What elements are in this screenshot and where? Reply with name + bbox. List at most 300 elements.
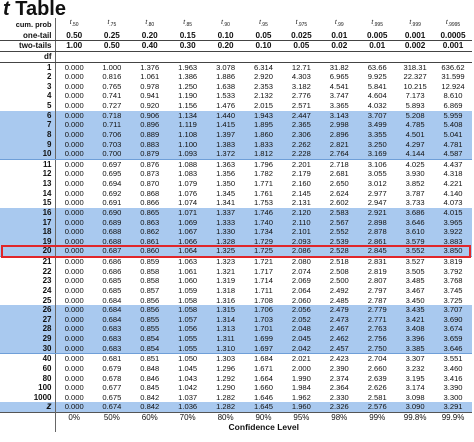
- table-cell: 0.685: [102, 276, 122, 286]
- table-cell: 0.684: [93, 315, 131, 325]
- table-cell: 3.792: [443, 266, 463, 276]
- table-cell: 1.074: [178, 198, 198, 208]
- table-cell: 2.920: [253, 72, 273, 82]
- table-cell: 2.160: [291, 179, 311, 188]
- confidence-cell: 90%: [245, 413, 283, 423]
- one-tail-cell: 0.25: [93, 31, 131, 41]
- table-cell: 1.753: [253, 198, 273, 208]
- table-cell: 1.250: [178, 81, 198, 91]
- table-cell: 3.646: [434, 344, 472, 354]
- table-row: [0, 198, 472, 208]
- table-cell: 1.886: [216, 72, 236, 82]
- table-cell: 1.729: [245, 237, 283, 247]
- table-cell: 4.437: [443, 159, 463, 169]
- table-cell: 0.000: [55, 237, 93, 247]
- table-cell: 4.025: [405, 159, 425, 169]
- table-cell: 1.341: [216, 198, 236, 208]
- confidence-cell: 70%: [169, 413, 207, 423]
- two-tails-label: two-tails: [0, 41, 55, 52]
- table-cell: 5.041: [434, 130, 472, 140]
- cum-prob-cell: [358, 18, 396, 31]
- df-value: 12: [0, 169, 55, 179]
- table-cell: 3.307: [405, 354, 425, 364]
- table-cell: 0.856: [140, 295, 160, 305]
- cum-prob-subscript: .95: [260, 22, 268, 28]
- table-cell: 3.421: [396, 315, 434, 325]
- table-cell: 0.816: [102, 72, 122, 82]
- table-cell: 3.646: [396, 218, 434, 228]
- table-cell: 1.325: [207, 246, 245, 256]
- table-cell: 2.583: [320, 208, 358, 218]
- cum-prob-t: t: [69, 19, 72, 26]
- table-cell: 2.581: [367, 392, 387, 402]
- table-cell: 0.000: [64, 354, 84, 364]
- cum-prob-t: t: [183, 19, 186, 26]
- table-row: [0, 111, 472, 121]
- table-cell: 0.000: [55, 227, 93, 237]
- table-cell: 2.861: [358, 237, 396, 247]
- table-cell: 1.725: [245, 246, 283, 256]
- table-cell: 0.000: [64, 188, 84, 198]
- cum-prob-cell: [282, 18, 320, 31]
- table-cell: 1.316: [216, 295, 236, 305]
- table-cell: 1.100: [169, 140, 207, 150]
- table-cell: 3.579: [396, 237, 434, 247]
- table-cell: 1.037: [178, 392, 198, 402]
- table-cell: 0.862: [131, 227, 169, 237]
- table-cell: 0.000: [64, 81, 84, 91]
- one-tail-cell: 0.025: [282, 31, 320, 41]
- table-cell: 1.076: [178, 188, 198, 198]
- one-tail-cell: 0.50: [55, 31, 93, 41]
- table-cell: 1.328: [207, 237, 245, 247]
- table-cell: 0.694: [102, 179, 122, 188]
- table-cell: 2.364: [329, 383, 349, 393]
- table-cell: 1.055: [169, 344, 207, 354]
- table-cell: 2.052: [282, 315, 320, 325]
- table-cell: 0.000: [55, 130, 93, 140]
- table-row: [0, 267, 472, 277]
- table-cell: 2.898: [358, 218, 396, 228]
- table-cell: 1.717: [253, 266, 273, 276]
- table-cell: 1.440: [207, 111, 245, 121]
- table-cell: 1.664: [253, 373, 273, 383]
- table-cell: 2.977: [367, 188, 387, 198]
- table-cell: 0.000: [55, 208, 93, 218]
- two-tails-cell: 0.30: [169, 41, 207, 52]
- table-cell: 0.741: [102, 91, 122, 101]
- table-cell: 1.476: [216, 101, 236, 110]
- table-cell: 3.551: [443, 354, 463, 364]
- z-row: [0, 402, 472, 412]
- df-value: 13: [0, 179, 55, 189]
- table-cell: 0.000: [64, 392, 84, 402]
- table-cell: 1.057: [169, 315, 207, 325]
- table-row: [0, 91, 472, 101]
- df-value: 9: [0, 140, 55, 150]
- table-cell: 22.327: [403, 72, 427, 82]
- table-cell: 1.323: [216, 257, 236, 266]
- table-row: [0, 179, 472, 189]
- table-cell: 2.074: [291, 266, 311, 276]
- table-cell: 0.000: [55, 218, 93, 228]
- table-cell: 1.646: [253, 392, 273, 402]
- df-value: 2: [0, 72, 55, 82]
- table-cell: 3.396: [396, 334, 434, 344]
- table-cell: 1.311: [207, 334, 245, 344]
- table-row: [0, 305, 472, 315]
- table-cell: 2.831: [367, 257, 387, 266]
- table-cell: 0.691: [102, 198, 122, 208]
- table-cell: 0.845: [140, 383, 160, 393]
- table-cell: 1.079: [178, 179, 198, 188]
- one-tail-row: [0, 31, 472, 41]
- table-cell: 3.725: [443, 295, 463, 305]
- table-cell: 3.707: [358, 111, 396, 121]
- table-cell: 2.508: [329, 266, 349, 276]
- table-cell: 2.763: [358, 324, 396, 334]
- table-cell: 0.920: [140, 101, 160, 110]
- table-cell: 1.064: [169, 246, 207, 256]
- table-row: [0, 296, 472, 306]
- table-cell: 1.330: [207, 227, 245, 237]
- table-cell: 2.365: [282, 120, 320, 130]
- table-cell: 1.383: [207, 140, 245, 150]
- page-title: t Table: [3, 0, 66, 20]
- table-cell: 0.697: [102, 159, 122, 169]
- table-cell: 10.215: [403, 81, 427, 91]
- table-cell: 3.408: [396, 324, 434, 334]
- table-cell: 2.145: [291, 188, 311, 198]
- table-cell: 3.659: [434, 334, 472, 344]
- table-cell: 0.703: [93, 140, 131, 150]
- one-tail-cell: 0.005: [358, 31, 396, 41]
- table-cell: 0.688: [93, 227, 131, 237]
- table-cell: 1.282: [216, 392, 236, 402]
- table-cell: 1.056: [169, 324, 207, 334]
- table-row: [0, 169, 472, 179]
- cum-prob-label: cum. prob: [0, 18, 55, 31]
- table-cell: 1.088: [178, 159, 198, 169]
- table-cell: 2.528: [320, 246, 358, 256]
- table-row: [0, 246, 472, 256]
- df-value: 30: [0, 344, 55, 354]
- table-cell: 0.684: [93, 305, 131, 315]
- z-label: z: [0, 402, 55, 412]
- table-cell: 4.303: [291, 72, 311, 82]
- table-row: [0, 334, 472, 344]
- table-cell: 8.610: [443, 91, 463, 101]
- confidence-row: [0, 413, 472, 423]
- table-cell: 3.674: [434, 324, 472, 334]
- table-cell: 0.675: [102, 392, 122, 402]
- table-cell: 1.714: [253, 276, 273, 286]
- table-cell: 3.078: [216, 62, 236, 72]
- cum-prob-subscript: .80: [147, 22, 155, 28]
- table-cell: 2.080: [291, 257, 311, 266]
- table-cell: 1.397: [207, 130, 245, 140]
- table-cell: 0.679: [102, 363, 122, 373]
- cum-prob-t: t: [259, 19, 261, 26]
- table-cell: 2.462: [320, 334, 358, 344]
- table-cell: 0.689: [93, 218, 131, 228]
- table-cell: 1.063: [178, 257, 198, 266]
- table-cell: 4.587: [434, 149, 472, 159]
- table-cell: 2.069: [291, 276, 311, 286]
- table-cell: 0.000: [64, 101, 84, 110]
- table-row: [0, 149, 472, 159]
- table-cell: 1.638: [216, 81, 236, 91]
- table-cell: 4.781: [434, 140, 472, 150]
- cum-prob-t: t: [107, 19, 110, 26]
- df-value: 80: [0, 374, 55, 384]
- table-cell: 3.745: [443, 285, 463, 295]
- table-cell: 2.179: [291, 169, 311, 179]
- table-cell: 7.173: [405, 91, 425, 101]
- table-cell: 2.467: [320, 324, 358, 334]
- table-cell: 1.093: [169, 149, 207, 159]
- df-value: 100: [0, 383, 55, 393]
- table-cell: 3.365: [329, 101, 349, 110]
- table-cell: 1.333: [207, 218, 245, 228]
- table-cell: 1.303: [216, 354, 236, 364]
- table-cell: 1.045: [178, 363, 198, 373]
- table-cell: 1.860: [245, 130, 283, 140]
- table-cell: 0.686: [102, 266, 122, 276]
- table-cell: 2.797: [367, 285, 387, 295]
- z-cell: 1.036: [169, 402, 207, 412]
- table-cell: 2.704: [367, 354, 387, 364]
- table-cell: 1.697: [245, 344, 283, 354]
- z-cell: 3.291: [434, 402, 472, 412]
- one-tail-cell: 0.01: [320, 31, 358, 41]
- two-tails-cell: 0.002: [396, 41, 434, 52]
- table-cell: 2.624: [329, 188, 349, 198]
- table-cell: 3.819: [443, 257, 463, 266]
- table-row: [0, 286, 472, 296]
- table-row: [0, 130, 472, 140]
- table-cell: 1.701: [245, 324, 283, 334]
- table-cell: 1.796: [253, 159, 273, 169]
- two-tails-cell: 0.40: [131, 41, 169, 52]
- table-cell: 1.000: [102, 62, 122, 72]
- table-cell: 1.318: [216, 285, 236, 295]
- table-cell: 1.055: [169, 334, 207, 344]
- table-cell: 4.073: [443, 198, 463, 208]
- df-value: 26: [0, 305, 55, 315]
- cum-prob-subscript: .975: [297, 22, 308, 28]
- z-cell: 1.645: [245, 402, 283, 412]
- table-cell: 3.747: [329, 91, 349, 101]
- cum-prob-t: t: [371, 19, 374, 26]
- cum-prob-t: t: [221, 19, 224, 26]
- table-cell: 1.058: [178, 295, 198, 305]
- table-cell: 0.865: [131, 208, 169, 218]
- table-cell: 0.854: [131, 344, 169, 354]
- table-cell: 1.740: [245, 218, 283, 228]
- table-cell: 3.174: [405, 383, 425, 393]
- table-cell: 0.000: [64, 198, 84, 208]
- table-cell: 1.771: [253, 179, 273, 188]
- table-cell: 1.963: [178, 62, 198, 72]
- table-cell: 5.893: [405, 101, 425, 110]
- table-cell: 2.756: [358, 334, 396, 344]
- table-cell: 0.906: [131, 111, 169, 121]
- table-cell: 2.045: [282, 334, 320, 344]
- table-cell: 2.500: [329, 276, 349, 286]
- table-cell: 2.878: [358, 227, 396, 237]
- table-cell: 3.552: [396, 246, 434, 256]
- table-cell: 9.925: [367, 72, 387, 82]
- table-cell: 0.000: [55, 315, 93, 325]
- df-value: 10: [0, 149, 55, 159]
- table-cell: 0.000: [64, 91, 84, 101]
- table-cell: 0.695: [102, 169, 122, 179]
- df-label: df: [0, 51, 55, 62]
- one-tail-label: one-tail: [0, 31, 55, 41]
- table-cell: 6.869: [443, 101, 463, 110]
- table-cell: 3.686: [396, 208, 434, 218]
- table-cell: 636.62: [441, 62, 465, 72]
- table-cell: 3.390: [443, 383, 463, 393]
- table-cell: 1.083: [178, 169, 198, 179]
- table-cell: 1.108: [169, 130, 207, 140]
- cum-prob-subscript: .50: [71, 22, 79, 28]
- one-tail-cell: 0.10: [207, 31, 245, 41]
- table-cell: 0.000: [64, 169, 84, 179]
- two-tails-cell: 0.01: [358, 41, 396, 52]
- table-cell: 2.021: [291, 354, 311, 364]
- table-cell: 5.841: [367, 81, 387, 91]
- table-cell: 1.290: [216, 383, 236, 393]
- table-cell: 1.321: [216, 266, 236, 276]
- table-cell: 2.750: [358, 344, 396, 354]
- table-cell: 1.833: [245, 140, 283, 150]
- table-row: [0, 159, 472, 169]
- table-cell: 0.677: [102, 383, 122, 393]
- one-tail-cell: 0.15: [169, 31, 207, 41]
- table-cell: 3.098: [405, 392, 425, 402]
- table-cell: 12.71: [291, 62, 311, 72]
- table-cell: 0.859: [140, 257, 160, 266]
- df-value: 17: [0, 218, 55, 228]
- table-cell: 0.000: [64, 285, 84, 295]
- cum-prob-cell: [131, 18, 169, 31]
- table-cell: 0.851: [140, 354, 160, 364]
- confidence-cell: 80%: [207, 413, 245, 423]
- table-cell: 1.067: [169, 227, 207, 237]
- table-row: [0, 276, 472, 286]
- table-cell: 0.889: [131, 130, 169, 140]
- z-cell: 0.674: [93, 402, 131, 412]
- table-cell: 1.058: [169, 305, 207, 315]
- table-cell: 0.000: [64, 276, 84, 286]
- table-cell: 3.106: [367, 159, 387, 169]
- table-cell: 2.518: [329, 257, 349, 266]
- df-value: 5: [0, 101, 55, 111]
- table-cell: 1.684: [253, 354, 273, 364]
- table-cell: 3.460: [443, 363, 463, 373]
- z-cell: 1.282: [207, 402, 245, 412]
- table-row: [0, 189, 472, 199]
- cum-prob-cell: [207, 18, 245, 31]
- table-cell: 2.132: [253, 91, 273, 101]
- table-cell: 3.195: [405, 373, 425, 383]
- one-tail-cell: 0.001: [396, 31, 434, 41]
- table-cell: 2.626: [367, 383, 387, 393]
- table-cell: 0.866: [140, 198, 160, 208]
- table-cell: 3.300: [443, 392, 463, 402]
- table-cell: 2.131: [291, 198, 311, 208]
- table-cell: 2.042: [282, 344, 320, 354]
- table-cell: 3.143: [320, 111, 358, 121]
- df-value: 16: [0, 208, 55, 218]
- table-cell: 3.883: [434, 237, 472, 247]
- table-cell: 3.930: [405, 169, 425, 179]
- table-cell: 3.416: [443, 373, 463, 383]
- df-value: 11: [0, 159, 55, 169]
- table-cell: 2.639: [367, 373, 387, 383]
- table-cell: 1.156: [178, 101, 198, 110]
- table-cell: 1.990: [291, 373, 311, 383]
- confidence-cell: 0%: [55, 413, 93, 423]
- table-cell: 4.604: [367, 91, 387, 101]
- table-cell: 1.042: [178, 383, 198, 393]
- table-cell: 0.683: [93, 334, 131, 344]
- table-row: [0, 62, 472, 72]
- table-cell: 1.943: [245, 111, 283, 121]
- table-cell: 0.727: [102, 101, 122, 110]
- table-cell: 2.473: [320, 315, 358, 325]
- table-cell: 1.310: [207, 344, 245, 354]
- table-cell: 0.846: [140, 373, 160, 383]
- table-cell: 2.000: [291, 363, 311, 373]
- table-cell: 0.000: [64, 62, 84, 72]
- table-cell: 1.533: [216, 91, 236, 101]
- table-cell: 1.372: [207, 149, 245, 159]
- table-cell: 2.947: [367, 198, 387, 208]
- table-cell: 0.683: [93, 324, 131, 334]
- table-cell: 2.306: [282, 130, 320, 140]
- table-cell: 1.703: [245, 315, 283, 325]
- df-value: 18: [0, 227, 55, 237]
- table-cell: 31.82: [329, 62, 349, 72]
- table-cell: 0.687: [93, 246, 131, 256]
- table-cell: 3.787: [405, 188, 425, 198]
- table-cell: 1.706: [245, 305, 283, 315]
- table-row: [0, 383, 472, 393]
- table-row: [0, 140, 472, 150]
- table-cell: 2.457: [320, 344, 358, 354]
- table-cell: 3.527: [405, 257, 425, 266]
- table-cell: 0.856: [131, 305, 169, 315]
- footer-row: [0, 423, 472, 433]
- df-value: 4: [0, 91, 55, 101]
- cum-prob-subscript: .85: [185, 22, 193, 28]
- table-cell: 0.860: [131, 246, 169, 256]
- table-cell: 1.812: [245, 149, 283, 159]
- df-value: 7: [0, 120, 55, 130]
- z-cell: 0.842: [131, 402, 169, 412]
- table-cell: 2.374: [329, 373, 349, 383]
- table-cell: 1.296: [216, 363, 236, 373]
- table-row: [0, 257, 472, 267]
- table-cell: 0.718: [93, 111, 131, 121]
- df-value: 23: [0, 276, 55, 286]
- one-tail-cell: 0.0005: [434, 31, 472, 41]
- confidence-cell: 60%: [131, 413, 169, 423]
- two-tails-cell: 0.20: [207, 41, 245, 52]
